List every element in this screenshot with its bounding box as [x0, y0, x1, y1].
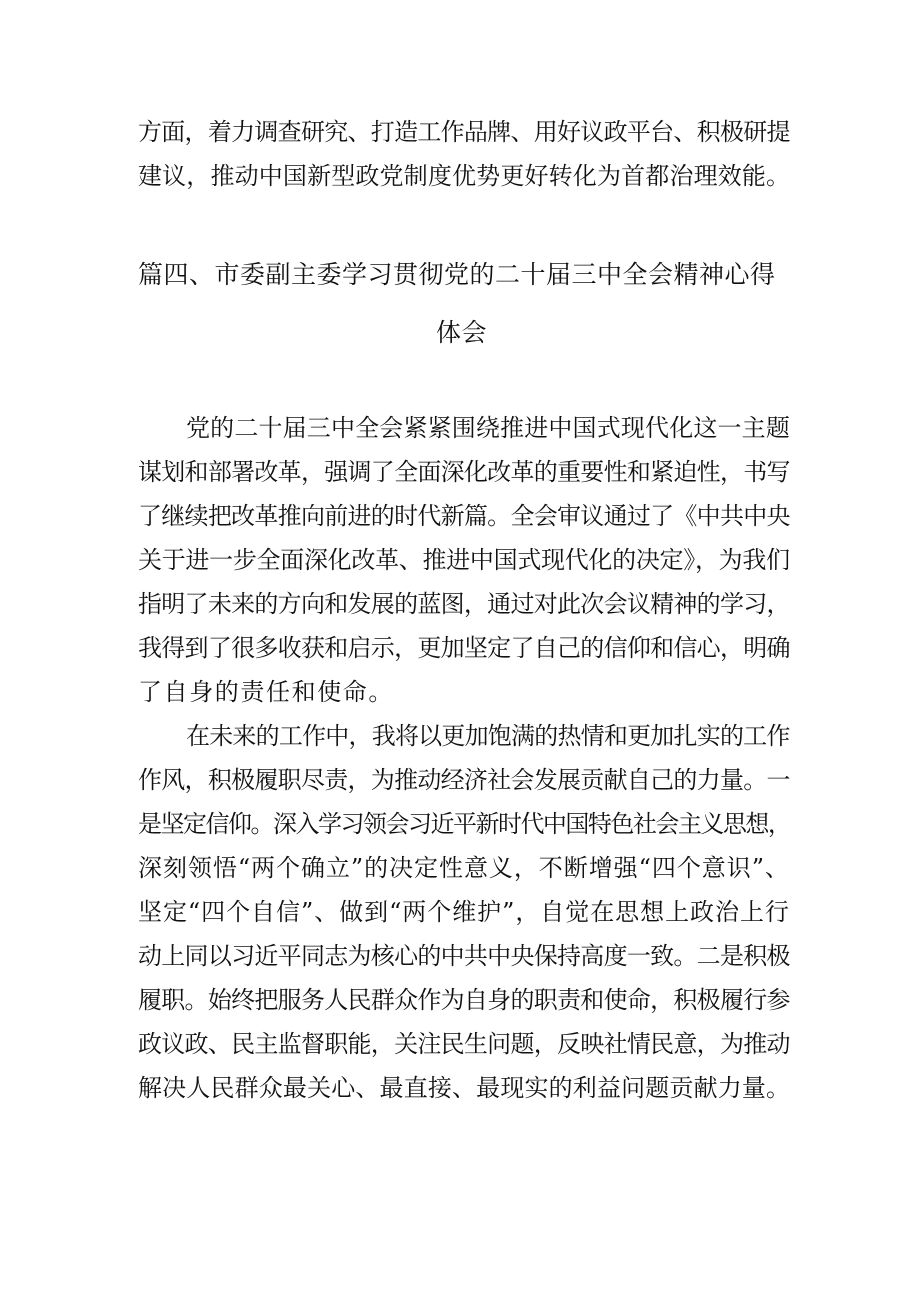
paragraph-line: 是坚定信仰。深入学习领会习近平新时代中国特色社会主义思想， [138, 810, 791, 838]
paragraph-line: 了继续把改革推向前进的时代新篇。全会审议通过了《中共中央 [138, 502, 790, 530]
paragraph-line: 关于进一步全面深化改革、推进中国式现代化的决定》，为我们 [138, 546, 790, 574]
paragraph-line: 深刻领悟“两个确立”的决定性意义，不断增强“四个意识”、 [138, 854, 790, 882]
section-heading-line: 体会 [436, 318, 488, 347]
intro-line: 方面，着力调查研究、打造工作品牌、用好议政平台、积极研提 [138, 118, 790, 146]
paragraph-line: 指明了未来的方向和发展的蓝图，通过对此次会议精神的学习， [138, 590, 790, 618]
paragraph-line: 谋划和部署改革，强调了全面深化改革的重要性和紧迫性，书写 [138, 458, 790, 486]
paragraph-line: 解决人民群众最关心、最直接、最现实的利益问题贡献力量。 [138, 1074, 791, 1102]
intro-line: 建议，推动中国新型政党制度优势更好转化为首都治理效能。 [138, 162, 791, 190]
section-heading-line: 篇四、市委副主委学习贯彻党的二十届三中全会精神心得 [138, 260, 776, 289]
paragraph-line: 党的二十届三中全会紧紧围绕推进中国式现代化这一主题 [186, 414, 790, 442]
paragraph-line: 动上同以习近平同志为核心的中共中央保持高度一致。二是积极 [138, 942, 790, 970]
paragraph-line: 在未来的工作中，我将以更加饱满的热情和更加扎实的工作 [186, 722, 790, 750]
paragraph-line: 我得到了很多收获和启示，更加坚定了自己的信仰和信心，明确 [138, 634, 790, 662]
paragraph-line: 政议政、民主监督职能，关注民生问题，反映社情民意，为推动 [138, 1030, 790, 1058]
paragraph-line: 履职。始终把服务人民群众作为自身的职责和使命，积极履行参 [138, 986, 790, 1014]
paragraph-line: 了自身的责任和使命。 [138, 678, 394, 706]
paragraph-line: 作风，积极履职尽责，为推动经济社会发展贡献自己的力量。一 [138, 766, 790, 794]
paragraph-line: 坚定“四个自信”、做到“两个维护”，自觉在思想上政治上行 [138, 898, 790, 926]
